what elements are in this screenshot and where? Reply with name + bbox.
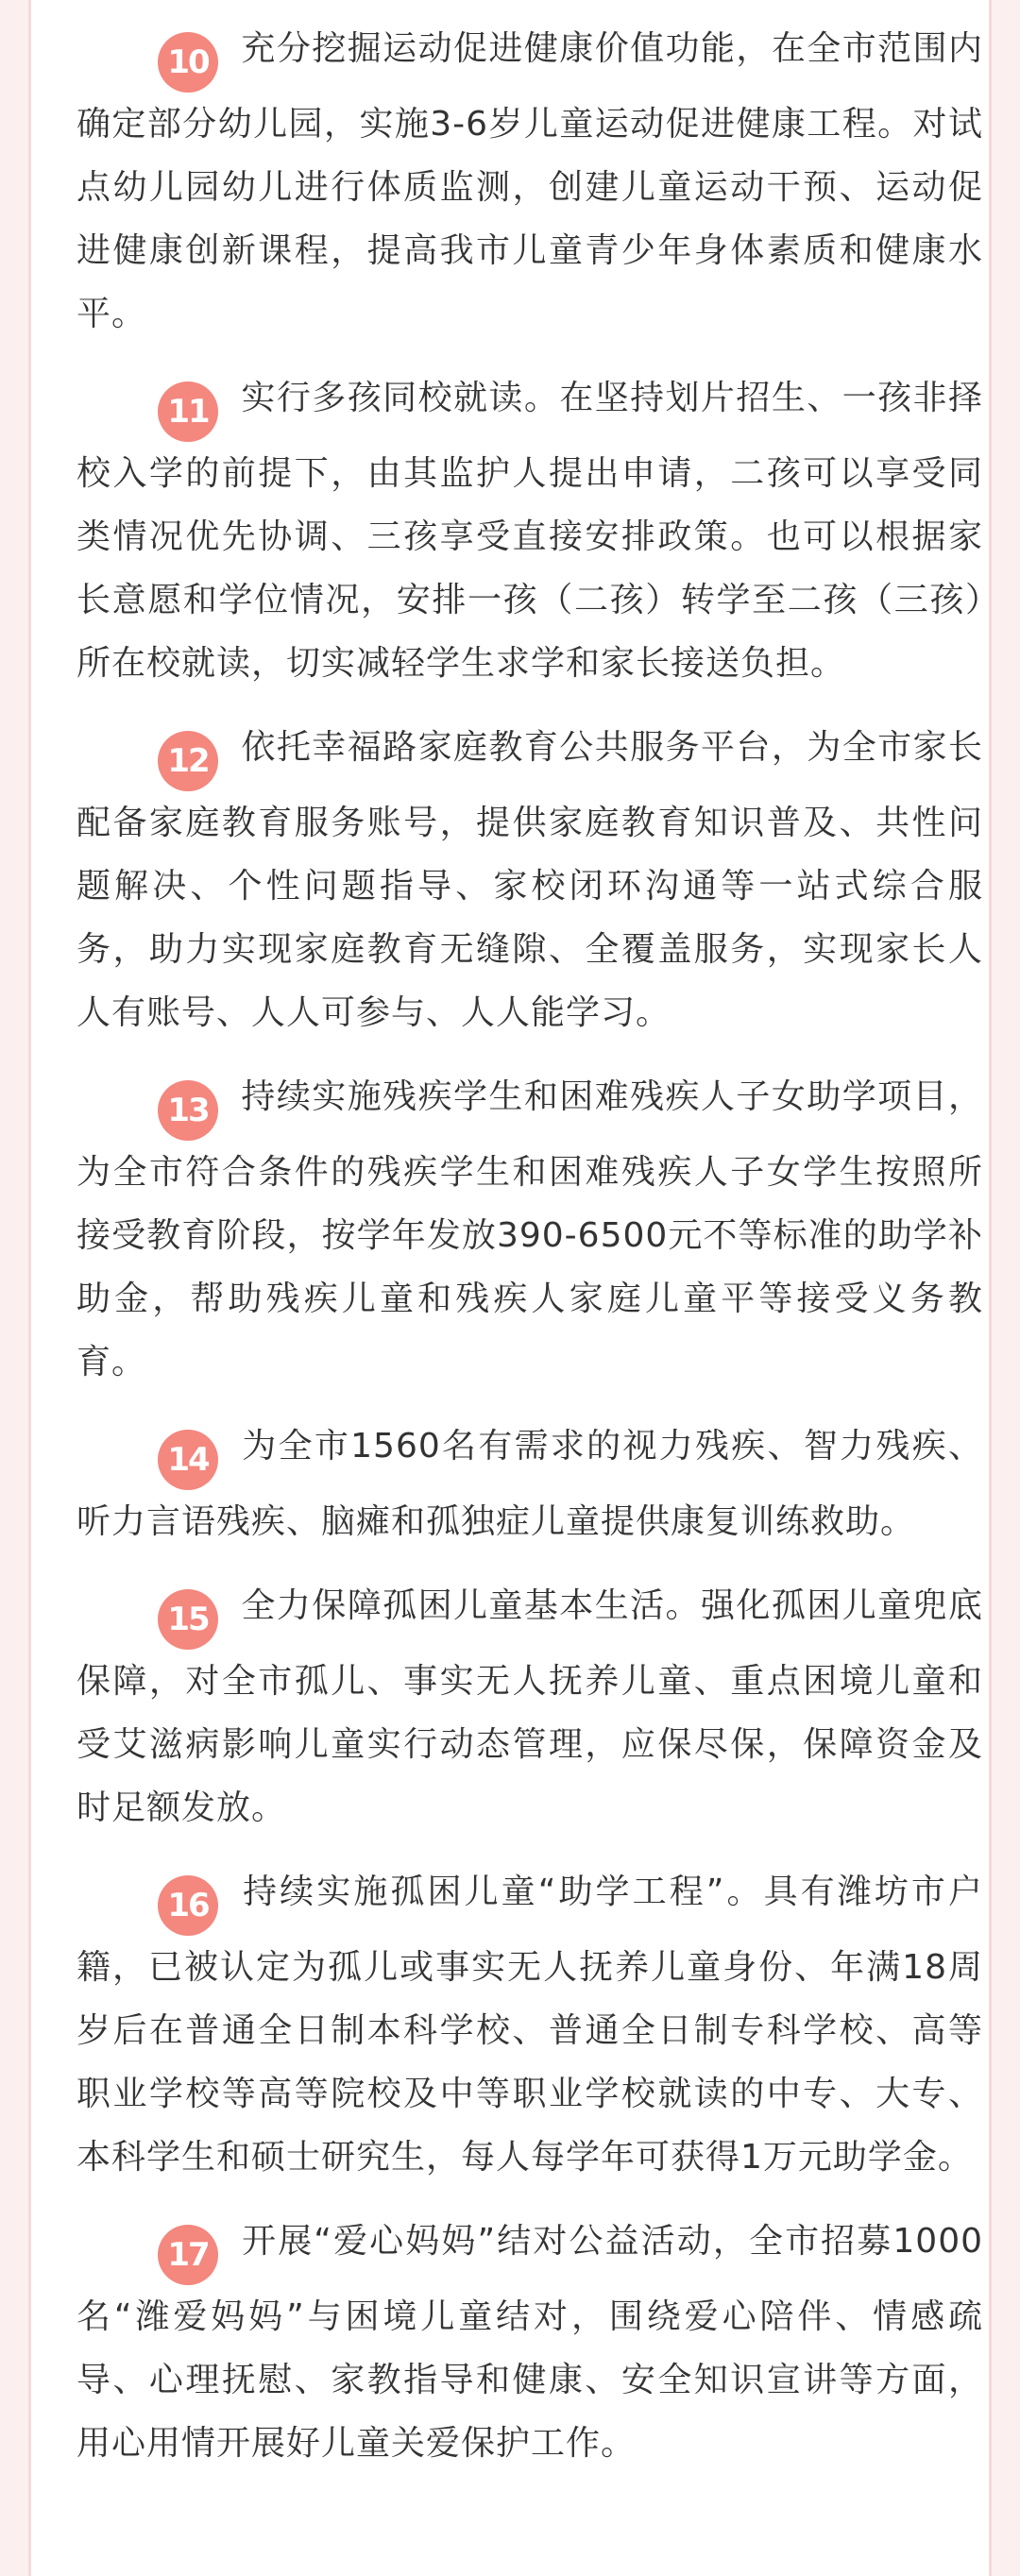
measure-item-13	[76, 1065, 983, 1394]
measure-text: 持续实施孤困儿童“助学工程”。具有潍坊市户籍，已被认定为孤儿或事实无人抚养儿童身份、年满18周岁后在普通全日制本科学校、普通全日制专科学校、高等职业学校等高等院校及中等职业学校就读的中专、大专、本科学生和硕士研究生，每人每学年可获得1万元助学金。	[76, 1873, 983, 2177]
number-badge: 11	[158, 381, 218, 442]
measure-text: 实行多孩同校就读。在坚持划片招生、一孩非择校入学的前提下，由其监护人提出申请，二孩可以享受同类情况优先协调、三孩享受直接安排政策。也可以根据家长意愿和学位情况，安排一孩（二孩）转学至二孩（三孩）所在校就读，切实减轻学生求学和家长接送负担。	[76, 379, 983, 683]
measure-item-17	[76, 2210, 983, 2475]
measure-item-16	[76, 1860, 983, 2189]
measure-item-15	[76, 1574, 983, 1839]
measure-text: 为全市1560名有需求的视力残疾、智力残疾、听力言语残疾、脑瘫和孤独症儿童提供康复训练救助。	[76, 1427, 983, 1541]
number-badge: 14	[158, 1430, 218, 1490]
measure-text: 开展“爱心妈妈”结对公益活动，全市招募1000名“潍爱妈妈”与困境儿童结对，围绕爱心陪伴、情感疏导、心理抚慰、家教指导和健康、安全知识宣讲等方面，用心用情开展好儿童关爱保护工作。	[76, 2222, 983, 2463]
content-card	[28, 0, 992, 2576]
measure-text: 持续实施残疾学生和困难残疾人子女助学项目，为全市符合条件的残疾学生和困难残疾人子女学生按照所接受教育阶段，按学年发放390-6500元不等标准的助学补助金，帮助残疾儿童和残疾人家庭儿童平等接受义务教育。	[76, 1077, 983, 1381]
measure-text: 充分挖掘运动促进健康价值功能，在全市范围内确定部分幼儿园，实施3-6岁儿童运动促进健康工程。对试点幼儿园幼儿进行体质监测，创建儿童运动干预、运动促进健康创新课程，提高我市儿童青少年身体素质和健康水平。	[76, 29, 983, 333]
measure-list	[76, 17, 983, 2496]
number-badge: 12	[158, 731, 218, 791]
measure-item-14	[76, 1415, 983, 1553]
number-badge: 13	[158, 1080, 218, 1141]
measure-item-11	[76, 366, 983, 695]
number-badge: 17	[158, 2225, 218, 2285]
number-badge: 16	[158, 1875, 218, 1936]
number-badge: 10	[158, 32, 218, 93]
measure-text: 全力保障孤困儿童基本生活。强化孤困儿童兜底保障，对全市孤儿、事实无人抚养儿童、重点困境儿童和受艾滋病影响儿童实行动态管理，应保尽保，保障资金及时足额发放。	[76, 1586, 983, 1827]
number-badge: 15	[158, 1589, 218, 1650]
measure-text: 依托幸福路家庭教育公共服务平台，为全市家长配备家庭教育服务账号，提供家庭教育知识普及、共性问题解决、个性问题指导、家校闭环沟通等一站式综合服务，助力实现家庭教育无缝隙、全覆盖服务，实现家长人人有账号、人人可参与、人人能学习。	[76, 728, 983, 1032]
measure-item-12	[76, 716, 983, 1044]
measure-item-10	[76, 17, 983, 346]
